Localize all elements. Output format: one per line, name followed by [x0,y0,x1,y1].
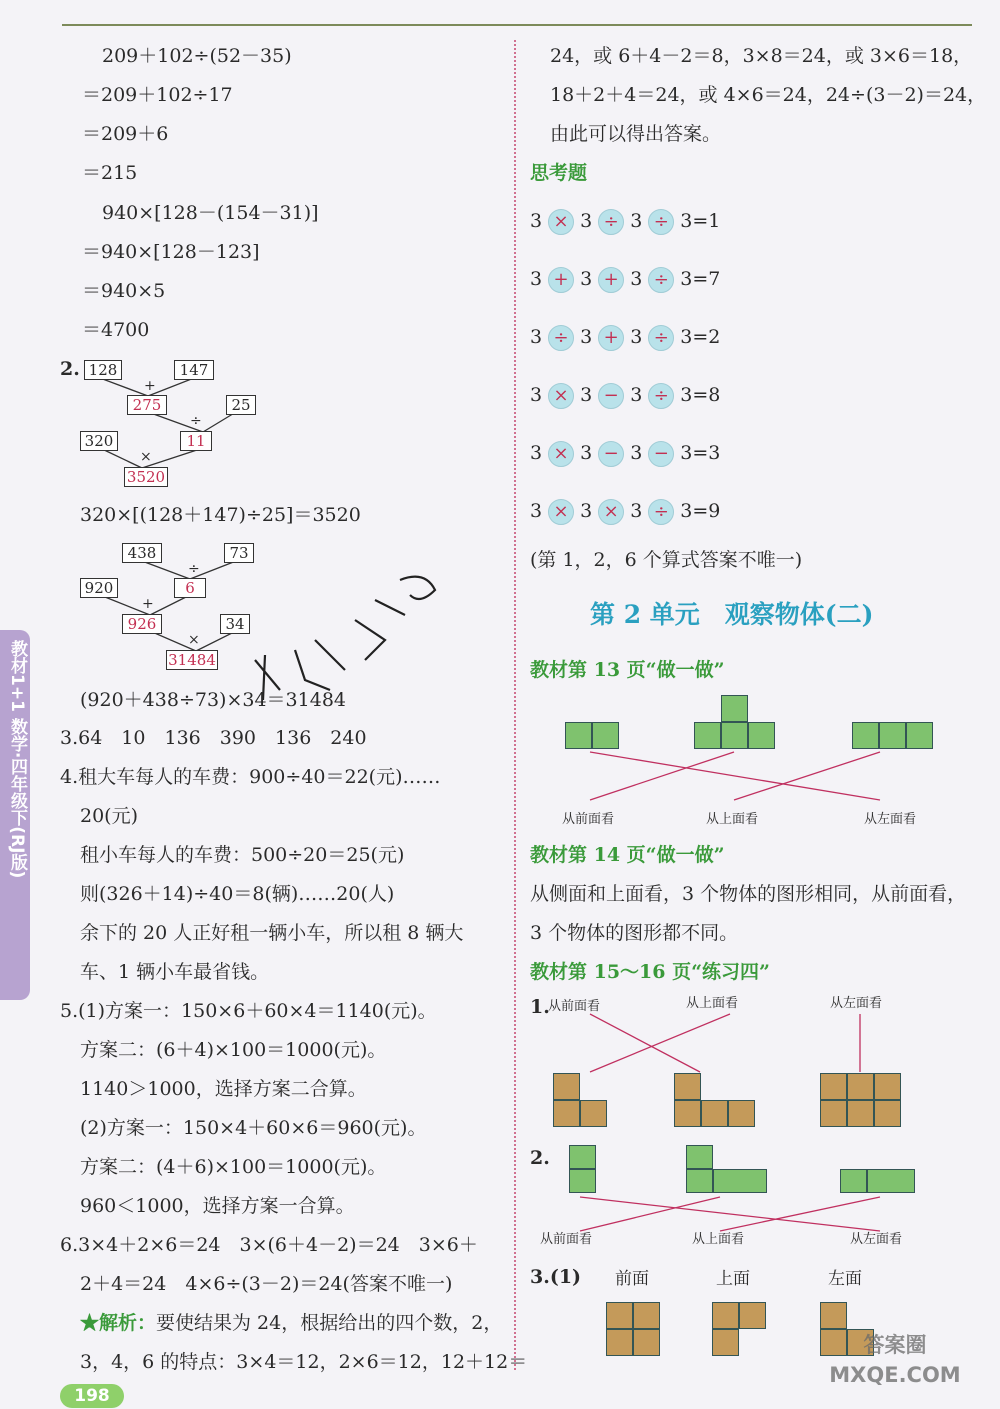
block [847,1100,874,1127]
tree2-node-f: 34 [220,614,250,634]
think-row [530,325,720,351]
operator-circle: × [548,441,574,467]
tree2-node-d: 6 [174,578,206,598]
operand: 3 [530,326,543,348]
operator-circle: + [598,325,624,351]
ex2-view-top: 从上面看 [692,1232,745,1247]
connect-lines-13 [560,750,940,810]
operand: 3 [580,210,593,232]
think-row [530,499,720,525]
operator-circle: ÷ [598,209,624,235]
analysis-label: ★解析： [80,1312,157,1334]
block [565,722,592,749]
tree1-node-d: 25 [226,395,256,415]
q6-line: 6.3×4＋2×6＝24 3×(6＋4－2)＝24 3×6＋ [60,1234,478,1256]
ex1-view-top: 从上面看 [686,996,739,1011]
ex1-view-front: 从前面看 [548,999,601,1014]
operator-circle: × [598,499,624,525]
q5-line: 方案二：(6＋4)×100＝1000(元)。 [80,1039,387,1061]
block [820,1073,847,1100]
operand: 3 [630,326,643,348]
unit-title: 第 2 单元 观察物体(二) [590,600,874,629]
operator-circle: ÷ [648,499,674,525]
q4-line: 余下的 20 人正好租一辆小车，所以租 8 辆大 [80,922,464,944]
block [674,1073,701,1100]
block [569,1145,596,1169]
tree1-node-a: 128 [84,360,122,380]
operator-circle: × [548,209,574,235]
block [694,722,721,749]
block [606,1329,633,1356]
q4-line: 则(326＋14)÷40＝8(辆)……20(人) [80,883,395,905]
ex3-label: 3.(1) [530,1266,582,1288]
calc2-line: ＝940×[128－123] [82,241,260,263]
operator-circle: + [598,267,624,293]
column-divider [514,40,516,1370]
q5-line: (2)方案一：150×4＋60×6＝960(元)。 [80,1117,427,1139]
watermark-text: 答案圈 MXQE.COM [829,1333,961,1387]
block [633,1329,660,1356]
block [874,1100,901,1127]
block [686,1145,713,1169]
tree1-node-c: 275 [127,395,167,415]
q5-line: 1140＞1000，选择方案二合算。 [80,1078,367,1100]
operand: 3 [580,384,593,406]
tree2-node-c: 920 [80,578,118,598]
calc2-line: ＝940×5 [82,280,166,302]
tree2-node-a: 438 [122,543,162,563]
calc1-line: ＝209＋6 [82,123,169,145]
block [553,1100,580,1127]
ex3-label-front: 前面 [615,1269,649,1289]
calc1-line: ＝215 [82,162,138,184]
block [713,1169,767,1193]
tree1-node-f: 11 [180,431,212,451]
block [728,1100,755,1127]
operator-circle: ÷ [648,209,674,235]
think-result: 1 [708,210,721,232]
view-label-front: 从前面看 [562,812,615,827]
operand: 3= [680,384,709,406]
tree1-op1: + [144,378,156,394]
block [674,1100,701,1127]
operator-circle: − [648,441,674,467]
operator-circle: ÷ [548,325,574,351]
think-title: 思考题 [530,162,588,184]
tree2-node-e: 926 [122,614,162,634]
operand: 3= [680,326,709,348]
connect-lines-ex1 [560,1012,920,1082]
think-result: 2 [708,326,721,348]
tree1-node-b: 147 [174,360,214,380]
q3-answers: 3.64 10 136 390 136 240 [60,727,367,749]
block [820,1302,847,1329]
ex1-view-left: 从左面看 [830,996,883,1011]
q4-line: 租小车每人的车费：500÷20＝25(元) [80,844,405,866]
operand: 3 [630,268,643,290]
operator-circle: ÷ [648,383,674,409]
cont-line: 由此可以得出答案。 [550,123,722,145]
side-tab [0,630,30,1000]
tree1-equation: 320×[(128＋147)÷25]＝3520 [80,504,361,526]
q5-line: 5.(1)方案一：150×6＋60×4＝1140(元)。 [60,1000,437,1022]
block [906,722,933,749]
block [712,1329,739,1356]
ex2-label: 2. [530,1147,550,1169]
ex2-view-left: 从左面看 [850,1232,903,1247]
q4-line: 车、1 辆小车最省钱。 [80,961,270,983]
operand: 3 [530,500,543,522]
operand: 3 [630,210,643,232]
operand: 3 [630,384,643,406]
tree2-equation: (920＋438÷73)×34＝31484 [80,689,346,711]
block [569,1169,596,1193]
think-result: 3 [708,442,721,464]
q6-line: 2＋4＝24 4×6÷(3－2)＝24(答案不唯一) [80,1273,453,1295]
block [580,1100,607,1127]
tree1-op2: ÷ [190,413,202,429]
q5-line: 方案二：(4＋6)×100＝1000(元)。 [80,1156,387,1178]
block [606,1302,633,1329]
view-label-top: 从上面看 [706,812,759,827]
block [739,1302,766,1329]
q2-label: 2. [60,358,80,380]
ex1-label: 1. [530,996,550,1018]
block [633,1302,660,1329]
think-row [530,441,720,467]
cont-line: 24，或 6＋4－2＝8，3×8＝24，或 3×6＝18， [550,45,973,67]
operand: 3= [680,442,709,464]
block [721,722,748,749]
block [852,722,879,749]
operand: 3 [630,442,643,464]
q4-line: 4.租大车每人的车费：900÷40＝22(元)…… [60,766,441,788]
tree1-lines [70,370,270,490]
tree1-op3: × [140,449,152,465]
tree2-op3: × [188,632,200,648]
analysis-line [80,1311,502,1335]
analysis-text: 要使结果为 24，根据给出的四个数，2， [156,1312,503,1334]
operand: 3 [530,268,543,290]
ex3-label-top: 上面 [716,1269,750,1289]
operator-circle: − [598,441,624,467]
block [592,722,619,749]
operand: 3= [680,210,709,232]
ex3-label-left: 左面 [828,1269,862,1289]
page-number-badge [60,1384,124,1408]
operator-circle: ÷ [648,267,674,293]
tree2-node-g: 31484 [166,650,218,670]
think-note: (第 1，2，6 个算式答案不唯一) [530,549,803,571]
operand: 3 [580,268,593,290]
think-result: 8 [708,384,721,406]
block [820,1100,847,1127]
operand: 3= [680,268,709,290]
tree2-node-b: 73 [224,543,254,563]
top-rule [62,24,972,26]
calc2-line: ＝4700 [82,319,150,341]
operator-circle: × [548,383,574,409]
operator-circle: + [548,267,574,293]
think-row [530,267,720,293]
section-14: 教材第 14 页“做一做” [530,844,725,866]
analysis-line: 3，4，6 的特点：3×4＝12，2×6＝12，12＋12＝ [80,1351,528,1373]
q4-line: 20(元) [80,805,139,827]
operand: 3= [680,500,709,522]
block [874,1073,901,1100]
ex2-view-front: 从前面看 [540,1232,593,1247]
operator-circle: − [598,383,624,409]
view-label-left: 从左面看 [864,812,917,827]
page-number: 198 [74,1386,110,1406]
operand: 3 [530,442,543,464]
block [701,1100,728,1127]
operand: 3 [580,442,593,464]
watermark [800,1330,990,1390]
block [840,1169,867,1193]
cont-line: 18＋2＋4＝24，或 4×6＝24，24÷(3－2)＝24， [550,84,987,106]
block [553,1073,580,1100]
block [879,722,906,749]
tree2-op2: + [142,596,154,612]
section-15-16: 教材第 15～16 页“练习四” [530,961,770,983]
tree2-op1: ÷ [188,561,200,577]
side-tab-text: 教材1+1 数学·四年级下(RJ版) [7,640,27,879]
section-14-text: 3 个物体的图形都不同。 [530,922,739,944]
block [847,1073,874,1100]
operand: 3 [580,500,593,522]
tree1-node-g: 3520 [124,467,168,487]
tree1-node-e: 320 [80,431,118,451]
think-result: 9 [708,500,721,522]
section-13: 教材第 13 页“做一做” [530,659,725,681]
operand: 3 [630,500,643,522]
think-row [530,383,720,409]
operator-circle: × [548,499,574,525]
block [867,1169,915,1193]
calc2-line: 940×[128－(154－31)] [102,202,319,224]
block [721,695,748,722]
think-row [530,209,720,235]
calc1-line: ＝209＋102÷17 [82,84,233,106]
operand: 3 [530,210,543,232]
section-14-text: 从侧面和上面看，3 个物体的图形相同，从前面看， [530,883,967,905]
block [686,1169,713,1193]
think-result: 7 [708,268,721,290]
q5-line: 960＜1000，选择方案一合算。 [80,1195,355,1217]
calc1-line: 209＋102÷(52－35) [102,45,292,67]
block [748,722,775,749]
operator-circle: ÷ [648,325,674,351]
operand: 3 [530,384,543,406]
block [712,1302,739,1329]
operand: 3 [580,326,593,348]
